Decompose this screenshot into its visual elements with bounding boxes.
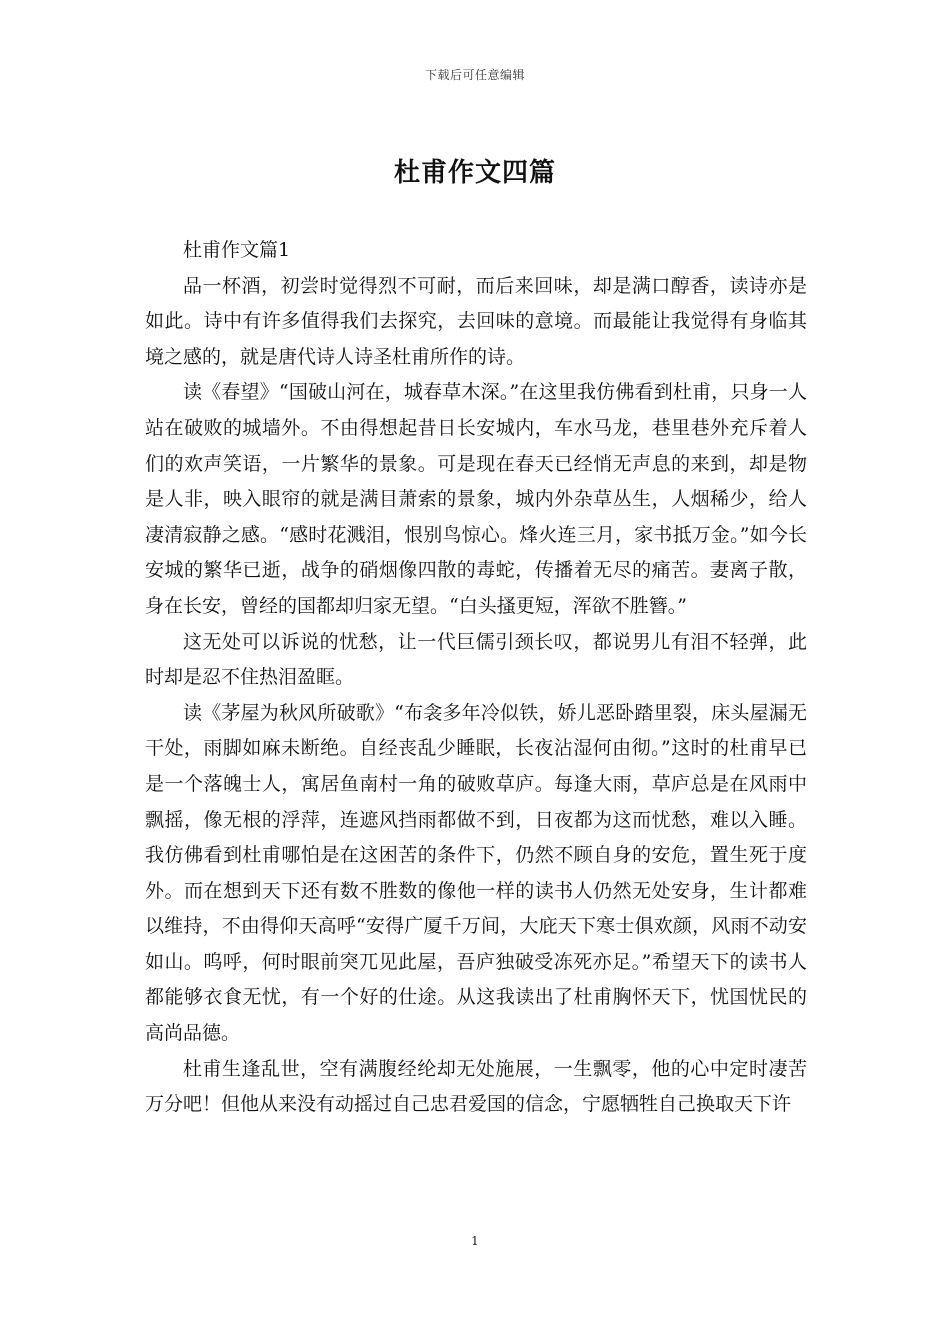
page-header-note: 下载后可任意编辑 <box>424 68 525 82</box>
paragraph: 品一杯酒，初尝时觉得烈不可耐，而后来回味，却是满口醇香，读诗亦是如此。诗中有许多值得我们去探究，去回味的意境。而最能让我觉得有身临其境之感的，就是唐代诗人诗圣杜甫所作的诗。 <box>145 274 807 368</box>
paragraph: 读《春望》“国破山河在，城春草木深。”在这里我仿佛看到杜甫，只身一人站在破败的城墙外。不由得想起昔日长安城内，车水马龙，巷里巷外充斥着人们的欢声笑语，一片繁华的景象。可是现在春天已经悄无声息的来到，却是物是人非，映入眼帘的就是满目萧索的景象，城内外杂草丛生，人烟稀少，给人凄清寂静之感。“感时花溅泪，恨别鸟惊心。烽火连三月，家书抵万金。”如今长安城的繁华已逝，战争的硝烟像四散的毒蛇，传播着无尽的痛苦。妻离子散，身在长安，曾经的国都却归家无望。“白头搔更短，浑欲不胜簪。” <box>145 381 807 617</box>
paragraph: 这无处可以诉说的忧愁，让一代巨儒引颈长叹，都说男儿有泪不轻弹，此时却是忍不住热泪盈眶。 <box>145 630 807 689</box>
document-body <box>145 233 807 1123</box>
paragraph: 读《茅屋为秋风所破歌》“布衾多年冷似铁，娇儿恶卧踏里裂，床头屋漏无干处，雨脚如麻未断绝。自经丧乱少睡眠，长夜沾湿何由彻。”这时的杜甫早已是一个落魄士人，寓居鱼南村一角的破败草庐。每逢大雨，草庐总是在风雨中飘摇，像无根的浮萍，连遮风挡雨都做不到，日夜都为这而忧愁，难以入睡。我仿佛看到杜甫哪怕是在这困苦的条件下，仍然不顾自身的安危，置生死于度外。而在想到天下还有数不胜数的像他一样的读书人仍然无处安身，生计都难以维持，不由得仰天高呼“安得广厦千万间，大庇天下寒士俱欢颜，风雨不动安如山。呜呼，何时眼前突兀见此屋，吾庐独破受冻死亦足。”希望天下的读书人都能够衣食无忧，有一个好的仕途。从这我读出了杜甫胸怀天下，忧国忧民的高尚品德。 <box>145 701 807 1045</box>
document-title: 杜甫作文四篇 <box>393 158 556 188</box>
section-heading: 杜甫作文篇1 <box>183 239 291 261</box>
paragraph: 杜甫生逢乱世，空有满腹经纶却无处施展，一生飘零，他的心中定时凄苦万分吧！但他从来没有动摇过自己忠君爱国的信念，宁愿牺牲自己换取天下许 <box>145 1057 807 1116</box>
page-number: 1 <box>471 1234 479 1248</box>
